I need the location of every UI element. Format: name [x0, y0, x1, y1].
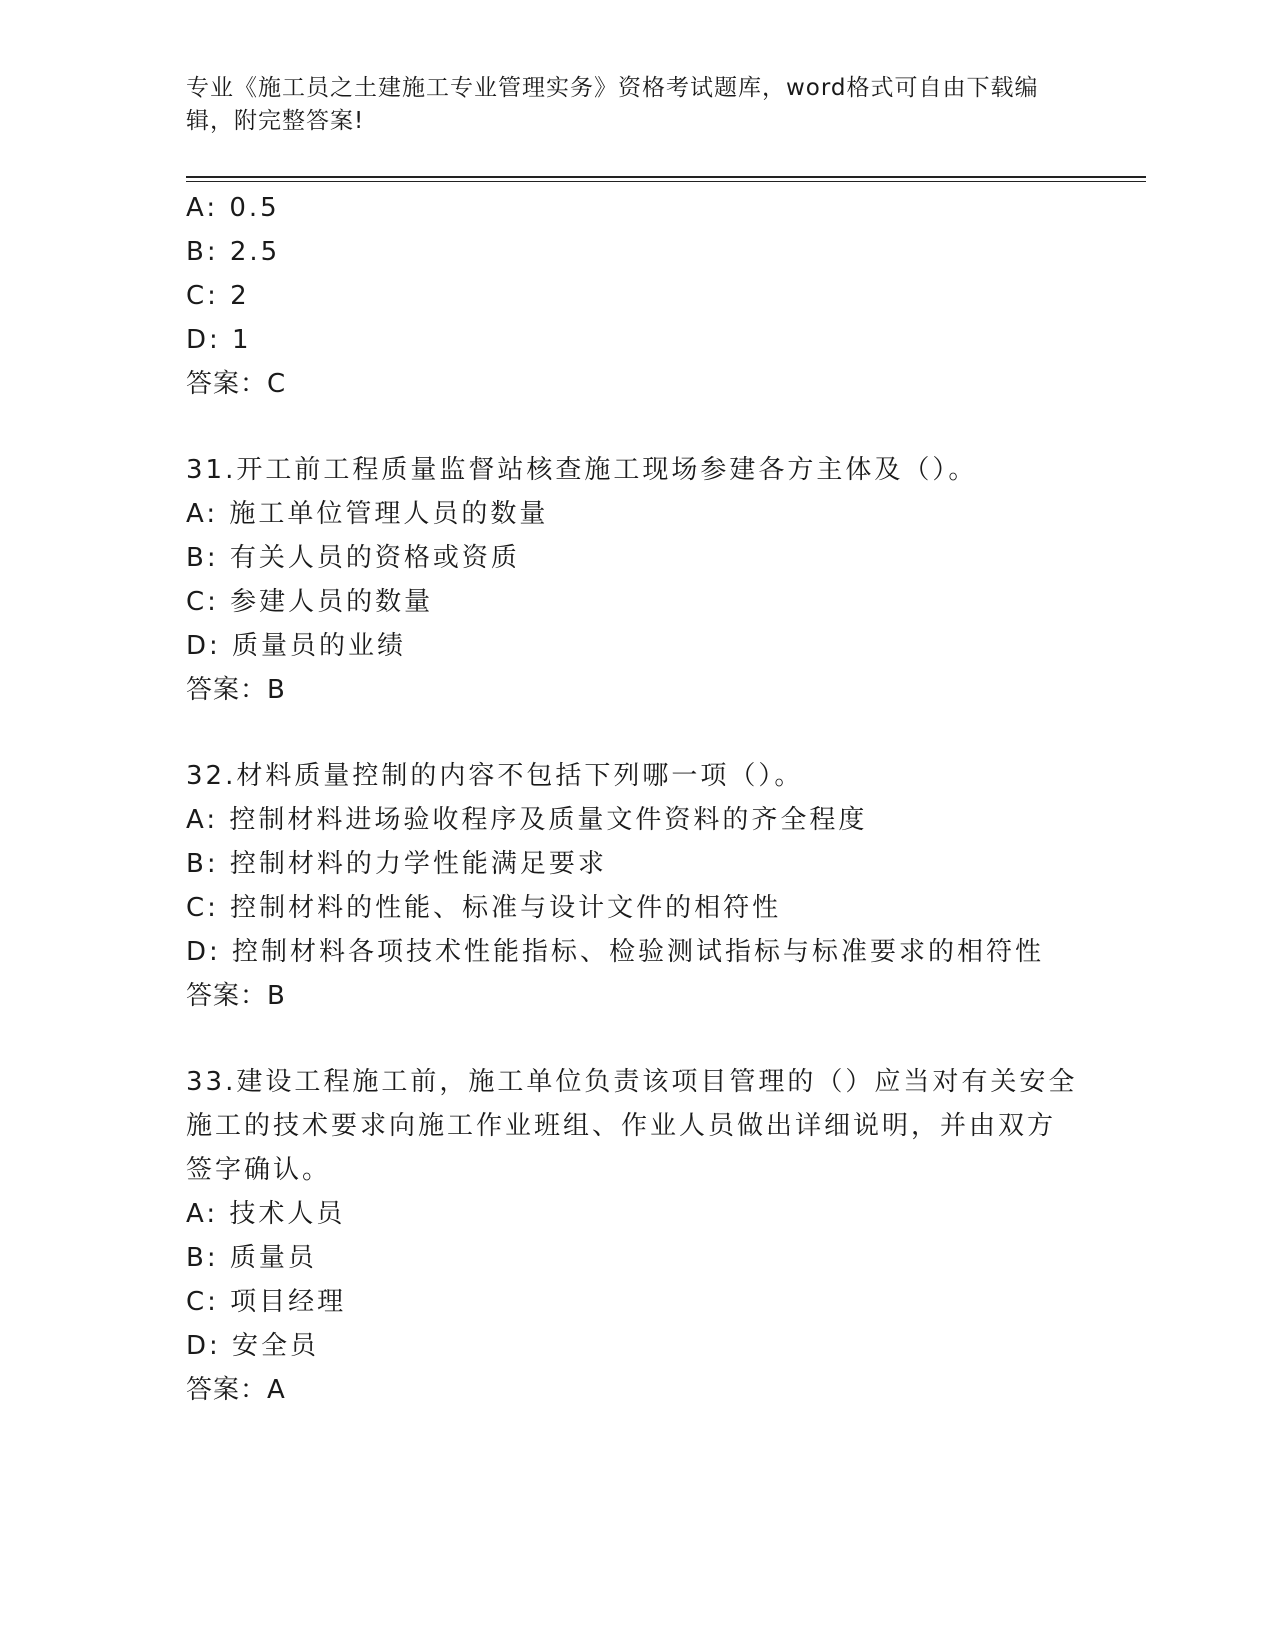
q33-option-a: A: 技术人员 — [186, 1199, 346, 1229]
header-divider-thin — [186, 181, 1146, 182]
q33-stem-line-1: 33.建设工程施工前，施工单位负责该项目管理的（）应当对有关安全 — [186, 1067, 1078, 1097]
q32-option-a: A: 控制材料进场验收程序及质量文件资料的齐全程度 — [186, 805, 868, 835]
q31-answer: 答案：B — [186, 675, 286, 705]
q33-stem-line-3: 签字确认。 — [186, 1155, 332, 1185]
q31-option-d: D: 质量员的业绩 — [186, 631, 407, 661]
q32-option-c: C: 控制材料的性能、标准与设计文件的相符性 — [186, 893, 782, 923]
prev-answer: 答案：C — [186, 369, 287, 399]
header-line-1: 专业《施工员之土建施工专业管理实务》资格考试题库，word格式可自由下载编 — [186, 75, 1039, 101]
prev-option-c: C: 2 — [186, 281, 250, 311]
header-line-2: 辑，附完整答案! — [186, 108, 365, 134]
q32-option-b: B: 控制材料的力学性能满足要求 — [186, 849, 607, 879]
q31-option-a: A: 施工单位管理人员的数量 — [186, 499, 549, 529]
q32-answer: 答案：B — [186, 981, 286, 1011]
document-header — [186, 72, 1066, 138]
q33-answer: 答案：A — [186, 1375, 286, 1405]
header-divider-thick — [186, 176, 1146, 178]
q33-stem-line-2: 施工的技术要求向施工作业班组、作业人员做出详细说明，并由双方 — [186, 1111, 1057, 1141]
q33-option-d: D: 安全员 — [186, 1331, 320, 1361]
q32-stem: 32.材料质量控制的内容不包括下列哪一项（）。 — [186, 761, 804, 791]
prev-option-d: D: 1 — [186, 325, 252, 355]
q31-option-c: C: 参建人员的数量 — [186, 587, 434, 617]
q33-option-b: B: 质量员 — [186, 1243, 317, 1273]
prev-option-a: A: 0.5 — [186, 193, 280, 223]
q32-option-d: D: 控制材料各项技术性能指标、检验测试指标与标准要求的相符性 — [186, 937, 1045, 967]
prev-option-b: B: 2.5 — [186, 237, 281, 267]
q31-stem: 31.开工前工程质量监督站核查施工现场参建各方主体及（）。 — [186, 455, 978, 485]
q31-option-b: B: 有关人员的资格或资质 — [186, 543, 520, 573]
q33-option-c: C: 项目经理 — [186, 1287, 347, 1317]
